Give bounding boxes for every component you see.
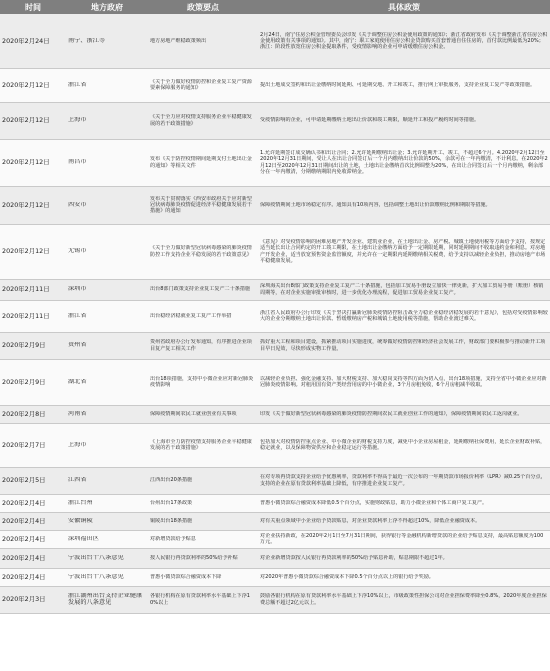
row-content-text: 1.允许延期签订成交确认书和出让合同；2.允许延期缴纳出让金；3.允许延期开工、竣工，不超过6个月。4.2020年2月12日至2020年12月31日期间，受让人在出让合同签订后一个月内缴纳出让价款的50%，余款可在一年内缴清，不计利息。在2020年2月12日至2020年12月31日期间出让的土地，土地出让金缴纳首次比例调整为20%，在出让合同签订后一个月内缴纳，剩余部分在一年内缴清，分期缴纳期限内免收滞纳金。 bbox=[260, 150, 548, 175]
row-content-text: 受疫情影响的企业，可申请延期缴纳土地出让价款和竣工期限，顺延开工和投产履约时间等措施。 bbox=[260, 117, 480, 124]
row-policy bbox=[148, 139, 258, 186]
table-row bbox=[0, 512, 550, 530]
row-region-text: 浙江湖州出台支持企业健康发展的八条意见 bbox=[68, 593, 143, 606]
row-region bbox=[66, 68, 148, 102]
row-policy-text: 《关于全力做好新型冠状病毒感染的肺炎疫情防控工作支持企业平稳发展的若干政策意见》 bbox=[150, 245, 252, 258]
row-date-text: 2020年2月12日 bbox=[2, 201, 50, 209]
row-date bbox=[0, 467, 66, 494]
row-content bbox=[258, 423, 550, 467]
row-content bbox=[258, 224, 550, 279]
row-policy bbox=[148, 568, 258, 586]
row-date-text: 2020年2月12日 bbox=[2, 117, 50, 124]
row-content bbox=[258, 332, 550, 359]
row-date-text: 2020年2月9日 bbox=[2, 342, 46, 349]
row-date-text: 2020年2月11日 bbox=[2, 286, 50, 293]
row-date-text: 2020年2月4日 bbox=[2, 554, 46, 562]
row-policy-text: 发布关于贯彻落实《西安市政府关于应对新型冠状病毒肺炎疫情促进经济平稳健康发展若干措施》的通知 bbox=[150, 195, 252, 215]
header-content: 具体政策 bbox=[258, 0, 550, 14]
row-content-text: 普惠小微贷款综合融资成本降低0.5个百分点，实施财政贴息，助力小微企业和个体工商户复工复产。 bbox=[260, 499, 488, 506]
table-body bbox=[0, 14, 550, 613]
table-row bbox=[0, 139, 550, 186]
row-policy bbox=[148, 224, 258, 279]
row-content-text: 对2020年普惠小微贷款综合融资成本下降0.5个百分点以上的银行给予奖励。 bbox=[260, 573, 434, 580]
row-date-text: 2020年2月5日 bbox=[2, 477, 46, 484]
header-region: 地方政府 bbox=[66, 0, 148, 14]
row-content-text: 2月24日，南宁住房公积金管理委员会印发《关于调整住房公积金使用政策的通知》；浙江省政府发布《关于调整浙江省住房公积金使用政策有关事项的通知》。其中，南宁：职工家庭使用住房公积金贷款购买首套普通自住住房的，首付款比例最低为20%；浙江：阶段性放宽住房公积金提取条件，受疫情影响的企业可申请缓缴住房公积金。 bbox=[260, 31, 548, 50]
row-region bbox=[66, 300, 148, 332]
row-date-text: 2020年2月4日 bbox=[2, 573, 46, 581]
row-date bbox=[0, 568, 66, 586]
row-policy-text: 贵州省政府办公厅发布通知，有序推进企业项目复产复工相关工作 bbox=[150, 339, 252, 352]
row-region-text: 湖北省 bbox=[68, 378, 87, 385]
row-region bbox=[66, 494, 148, 512]
row-content bbox=[258, 139, 550, 186]
row-policy-text: 按人民银行再贷款利率的50%给予补贴 bbox=[150, 554, 238, 561]
row-policy-text: 各银行机构在原有贷款利率水平基础上下浮10%以上 bbox=[150, 593, 251, 606]
row-date-text: 2020年2月12日 bbox=[2, 248, 50, 255]
row-region-text: 南宁、浙江等 bbox=[68, 37, 106, 44]
table-row bbox=[0, 530, 550, 548]
row-content bbox=[258, 279, 550, 300]
row-policy bbox=[148, 494, 258, 512]
row-date bbox=[0, 14, 66, 68]
row-content bbox=[258, 467, 550, 494]
row-content bbox=[258, 586, 550, 613]
row-policy-text: 台州出台17条政策 bbox=[150, 499, 193, 506]
row-date bbox=[0, 586, 66, 613]
row-region-text: 深圳市 bbox=[68, 286, 87, 293]
row-region-text: 安徽铜陵 bbox=[68, 517, 93, 524]
row-date bbox=[0, 423, 66, 467]
row-content bbox=[258, 14, 550, 68]
row-policy-text: 《关于全力应对疫情支持服务企业平稳健康发展的若干政策措施》 bbox=[150, 114, 252, 127]
row-region bbox=[66, 14, 148, 68]
row-date-text: 2020年2月4日 bbox=[2, 499, 46, 507]
row-policy bbox=[148, 359, 258, 405]
row-date bbox=[0, 530, 66, 548]
row-date-text: 2020年2月12日 bbox=[2, 159, 50, 166]
table-row bbox=[0, 332, 550, 359]
row-date bbox=[0, 494, 66, 512]
row-content-text: 抓好重大工程和项目建设，抓紧推动项目实施进度，统筹做好疫情防控和经济社会发展工作，财政部门要积极参与推动新开工项目早日见效，尽快形成实物工作量。 bbox=[260, 339, 546, 352]
row-date bbox=[0, 186, 66, 224]
row-date-text: 2020年2月8日 bbox=[2, 410, 46, 418]
row-content bbox=[258, 494, 550, 512]
row-region bbox=[66, 405, 148, 423]
row-content-text: 在对专项再贷款支持企业给予优惠利率，贷款利率不得高于最近一次公布的一年期贷款市场报价利率（LPR）减0.25个百分点，支持的企业在原有贷款利率基础上降低，有序推进企业复工复产。 bbox=[260, 474, 546, 487]
row-policy bbox=[148, 530, 258, 548]
row-policy bbox=[148, 68, 258, 102]
row-region bbox=[66, 586, 148, 613]
row-region bbox=[66, 186, 148, 224]
row-region-text: 浙江台州 bbox=[68, 499, 93, 506]
row-region-text: 西安市 bbox=[68, 201, 87, 208]
table-row bbox=[0, 224, 550, 279]
row-policy-text: 江西出台20条措施 bbox=[150, 477, 193, 484]
row-date-text: 2020年2月3日 bbox=[2, 596, 46, 603]
table-row bbox=[0, 494, 550, 512]
row-region bbox=[66, 467, 148, 494]
table-row bbox=[0, 300, 550, 332]
row-policy-text: 出台8部门政策支持企业复工复产二十条措施 bbox=[150, 286, 251, 293]
row-region-text: 南昌市 bbox=[68, 159, 87, 166]
row-region-text: 宁波出台十八条意见 bbox=[68, 573, 124, 580]
row-region-text: 宁波出台十八条意见 bbox=[68, 554, 124, 561]
row-date bbox=[0, 139, 66, 186]
row-region bbox=[66, 423, 148, 467]
table-row bbox=[0, 586, 550, 613]
row-region-text: 江西省 bbox=[68, 477, 87, 484]
row-policy-text: 普惠小微贷款综合融资成本下降 bbox=[150, 573, 222, 580]
row-policy bbox=[148, 405, 258, 423]
row-date bbox=[0, 548, 66, 568]
row-content bbox=[258, 568, 550, 586]
row-content bbox=[258, 102, 550, 139]
row-policy bbox=[148, 423, 258, 467]
row-date bbox=[0, 512, 66, 530]
row-date-text: 2020年2月4日 bbox=[2, 517, 46, 525]
row-policy-text: 对新增贷款给予贴息 bbox=[150, 535, 196, 542]
table-row bbox=[0, 279, 550, 300]
table-row bbox=[0, 568, 550, 586]
row-policy-text: 发布《关于防控疫情期间延期支付土地出让金的通知》等相关文件 bbox=[150, 156, 252, 169]
row-date bbox=[0, 68, 66, 102]
row-content-text: 深圳海关出台8部门政策支持企业复工复产二十条措施，包括加工贸易手册设立加快一律更新，扩大加工贸易手册（账册）核销周期等，在对企业实施审批审核时，进一步优化办理流程，促进加工贸易企业复工复产。 bbox=[260, 283, 544, 296]
row-date-text: 2020年2月4日 bbox=[2, 535, 46, 543]
table-row bbox=[0, 186, 550, 224]
table-row bbox=[0, 359, 550, 405]
row-content bbox=[258, 405, 550, 423]
table-row bbox=[0, 14, 550, 68]
table-row bbox=[0, 102, 550, 139]
row-region bbox=[66, 332, 148, 359]
row-region-text: 上海市 bbox=[68, 441, 87, 448]
row-region bbox=[66, 279, 148, 300]
table-row bbox=[0, 548, 550, 568]
row-date bbox=[0, 279, 66, 300]
row-policy bbox=[148, 512, 258, 530]
table-row bbox=[0, 405, 550, 423]
table-header-row bbox=[0, 0, 550, 14]
row-content-text: 印发《关于做好新型冠状病毒感染的肺炎疫情防控期间农民工就业创业工作的通知》，保障疫情期间农民工返岗就业。 bbox=[260, 410, 523, 417]
row-region-text: 无锡市 bbox=[68, 248, 87, 255]
row-region bbox=[66, 359, 148, 405]
row-content-text: 对企业新增贷款按人民银行再贷款利率的50%给予贴息补助，贴息期限不超过1年。 bbox=[260, 554, 448, 561]
row-policy-text: 《上海市全力防控疫情支持服务企业平稳健康发展的若干政策措施》 bbox=[150, 438, 252, 451]
row-policy bbox=[148, 14, 258, 68]
row-content-text: 保障疫情期间土地市场稳定有序。通知具有10项内容，包括调整土地出让价款缴纳比例和期限等措施。 bbox=[260, 201, 491, 208]
row-content-text: 对有关重点领域中小企业给予贷款贴息，对企业贷款利率上浮不得超过10%，降低企业融资成本。 bbox=[260, 517, 481, 524]
table-row bbox=[0, 467, 550, 494]
row-content bbox=[258, 512, 550, 530]
row-policy-text: 出台18项措施，支持中小微企业应对新冠肺炎疫情影响 bbox=[150, 375, 254, 388]
row-region bbox=[66, 512, 148, 530]
row-date bbox=[0, 359, 66, 405]
row-content-text: 《意见》对受疫情影响的困难房地产开发企业、建筑业企业，在土地出让金、房产税、城镇土地使用税等方面给予支持，按规定适当延长出让合同约定的开工竣工期限，在土地出让金缴纳方面给予一定期限延期，同时延期期间不收取违约金和利息。对房地产开发企业，适当放宽预售资金监管额度，并允许在一定期限内延期缴纳相关税费，给予支持以减轻企业负担，推动房地产市场平稳健康发展。 bbox=[260, 239, 546, 264]
row-policy-text: 《关于全力做好疫情防控和企业复工复产资源要素保障服务的通知》 bbox=[150, 78, 252, 91]
row-date bbox=[0, 102, 66, 139]
table-row bbox=[0, 68, 550, 102]
row-policy-text: 保障疫情期间农民工就业创业有关事项 bbox=[150, 410, 237, 417]
row-content bbox=[258, 548, 550, 568]
row-region-text: 浙江省 bbox=[68, 81, 87, 88]
row-content bbox=[258, 68, 550, 102]
row-content-text: 以减轻企业负担、强化金融支持、加大财税支持、加大稳岗支持等四方面为切入点，出台18项措施，支持全省中小微企业应对新冠肺炎疫情影响。对租用国有资产类经营用房的中小微企业，3个月房租免收，6个月房租减半收取。 bbox=[260, 375, 547, 388]
row-region-text: 河南省 bbox=[68, 410, 87, 417]
row-policy bbox=[148, 279, 258, 300]
row-date-text: 2020年2月24日 bbox=[2, 37, 50, 44]
row-date bbox=[0, 332, 66, 359]
row-region-text: 浙江省 bbox=[68, 312, 87, 319]
table-row bbox=[0, 423, 550, 467]
row-policy bbox=[148, 186, 258, 224]
row-content-text: 鼓励各银行机构在原有贷款利率水平基础上下浮10%以上，市级政策性担保公司对企业担保费率降至0.8%，2020年度企业担保费总额不超过2亿元以上。 bbox=[260, 593, 547, 606]
row-region-text: 贵州省 bbox=[68, 342, 87, 349]
row-region bbox=[66, 139, 148, 186]
row-policy-text: 铜陵出台18条措施 bbox=[150, 517, 193, 524]
row-policy bbox=[148, 102, 258, 139]
row-content-text: 浙江省人民政府办公厅印发《关于坚决打赢新冠肺炎疫情防控阻击战全力稳企业稳经济稳发展的若干意见》，包括对受疫情影响较大的企业分期缴纳土地出让价款、暂缓缴纳房产税和城镇土地使用税等措施，帮助企业渡过难关。 bbox=[260, 309, 548, 322]
row-policy bbox=[148, 548, 258, 568]
row-region bbox=[66, 530, 148, 548]
row-content bbox=[258, 359, 550, 405]
row-content bbox=[258, 186, 550, 224]
row-date-text: 2020年2月11日 bbox=[2, 312, 50, 320]
header-policy: 政策要点 bbox=[148, 0, 258, 14]
row-content bbox=[258, 530, 550, 548]
row-region-text: 上海市 bbox=[68, 117, 87, 124]
row-policy bbox=[148, 467, 258, 494]
row-region bbox=[66, 102, 148, 139]
row-policy bbox=[148, 332, 258, 359]
row-region bbox=[66, 548, 148, 568]
row-content-text: 对企业扶持新政，在2020年2月1日至7月31日期间，获得银行等金融机构新增贷款的企业给予贴息支持，最高贴息额度为100万元。 bbox=[260, 532, 544, 545]
row-policy bbox=[148, 300, 258, 332]
row-date bbox=[0, 300, 66, 332]
row-policy-text: 出台稳经济稳就业复工复产工作举措 bbox=[150, 312, 232, 319]
row-date bbox=[0, 405, 66, 423]
header-time: 时间 bbox=[0, 0, 66, 14]
row-content bbox=[258, 300, 550, 332]
row-region bbox=[66, 224, 148, 279]
row-region bbox=[66, 568, 148, 586]
row-date bbox=[0, 224, 66, 279]
row-content-text: 包括加大对疫情防控重点企业、中小微企业的财税支持力度，减免中小企业房屋租金，延期缴纳社保费用，延长企业财政补贴，稳定就业，以及保障物资供应和企业稳定运行等措施。 bbox=[260, 438, 546, 451]
row-region-text: 深圳福田区 bbox=[68, 535, 99, 542]
row-policy-text: 地方房地产维稳政策频出 bbox=[150, 37, 207, 44]
row-date-text: 2020年2月9日 bbox=[2, 378, 46, 386]
row-content-text: 提出土地成交签约和出让金缴纳时间延期、可延期交地、开工和竣工，推行网上审批服务，支持企业复工复产等政策措施。 bbox=[260, 81, 536, 88]
row-date-text: 2020年2月7日 bbox=[2, 441, 46, 449]
row-policy bbox=[148, 586, 258, 613]
row-date-text: 2020年2月12日 bbox=[2, 81, 50, 89]
